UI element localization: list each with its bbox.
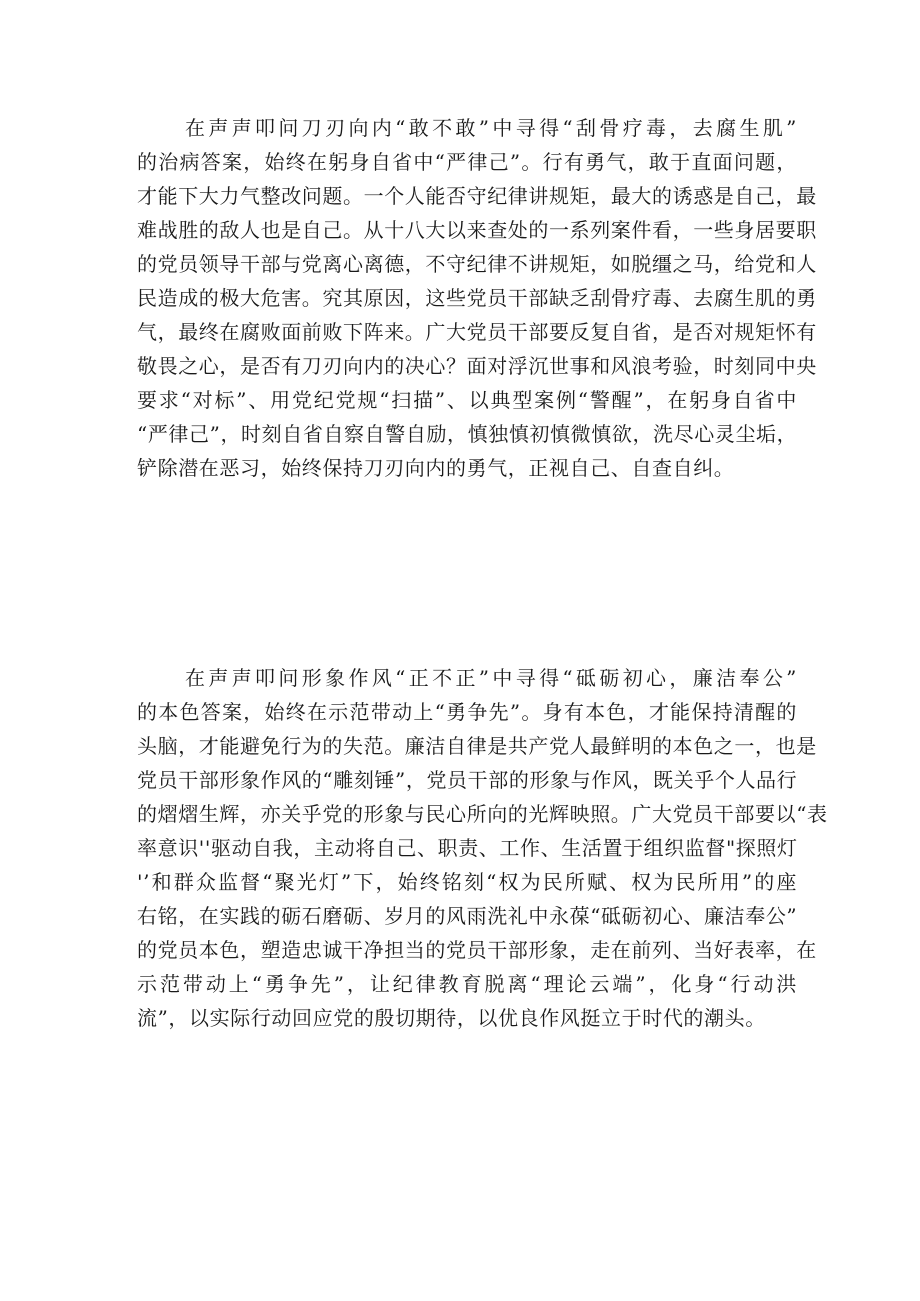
paragraph-line: 民造成的极大危害。究其原因，这些党员干部缺乏刮骨疗毒、去腐生肌的勇 xyxy=(137,286,817,310)
paragraph-line: '’和群众监督“聚光灯”下，始终铭刻“权为民所赋、权为民所用”的座 xyxy=(137,870,797,894)
paragraph-line: 右铭，在实践的砺石磨砺、岁月的风雨洗礼中永葆“砥砺初心、廉洁奉公” xyxy=(137,904,798,928)
paragraph-line: 头脑，才能避免行为的失范。廉洁自律是共产党人最鲜明的本色之一，也是 xyxy=(137,734,817,758)
paragraph-line: 的熠熠生辉，亦关乎党的形象与民心所向的光辉映照。广大党员干部要以“表 xyxy=(137,802,828,826)
paragraph-2 xyxy=(137,661,828,1035)
paragraph-line: 难战胜的敌人也是自己。从十八大以来查处的一系列案件看，一些身居要职 xyxy=(137,218,817,242)
paragraph-line: 流”，以实际行动回应党的殷切期待，以优良作风挺立于时代的潮头。 xyxy=(137,1006,766,1030)
paragraph-line: 的治病答案，始终在躬身自省中“严律己”。行有勇气，敢于直面问题， xyxy=(137,150,797,174)
paragraph-line: 的党员领导干部与党离心离德，不守纪律不讲规矩，如脱缰之马，给党和人 xyxy=(137,252,817,276)
paragraph-1 xyxy=(137,111,817,485)
paragraph-line: 敬畏之心，是否有刀刃向内的决心？面对浮沉世事和风浪考验，时刻同中央 xyxy=(137,354,817,378)
paragraph-line: 的党员本色，塑造忠诚干净担当的党员干部形象，走在前列、当好表率，在 xyxy=(137,938,817,962)
paragraph-line: 才能下大力气整改问题。一个人能否守纪律讲规矩，最大的诱惑是自己，最 xyxy=(137,184,817,208)
paragraph-line: 率意识''驱动自我，主动将自己、职责、工作、生活置于组织监督"探照灯 xyxy=(137,836,798,860)
paragraph-line: 要求“对标”、用党纪党规“扫描”、以典型案例“警醒”，在躬身自省中 xyxy=(137,388,797,412)
paragraph-line: 在声声叩问刀刃向内“敢不敢”中寻得“刮骨疗毒，去腐生肌” xyxy=(185,116,797,140)
paragraph-line: 铲除潜在恶习，始终保持刀刃向内的勇气，正视自己、自查自纠。 xyxy=(137,456,735,480)
paragraph-line: 气，最终在腐败面前败下阵来。广大党员干部要反复自省，是否对规矩怀有 xyxy=(137,320,817,344)
paragraph-line: 的本色答案，始终在示范带动上“勇争先”。身有本色，才能保持清醒的 xyxy=(137,700,797,724)
paragraph-line: 党员干部形象作风的“雕刻锤”，党员干部的形象与作风，既关乎个人品行 xyxy=(137,768,798,792)
paragraph-line: “严律己”，时刻自省自察自警自励，慎独慎初慎微慎欲，洗尽心灵尘垢， xyxy=(137,422,798,446)
paragraph-line: 在声声叩问形象作风“正不正”中寻得“砥砺初心，廉洁奉公” xyxy=(185,666,797,690)
paragraph-line: 示范带动上“勇争先”，让纪律教育脱离“理论云端”，化身“行动洪 xyxy=(137,972,797,996)
